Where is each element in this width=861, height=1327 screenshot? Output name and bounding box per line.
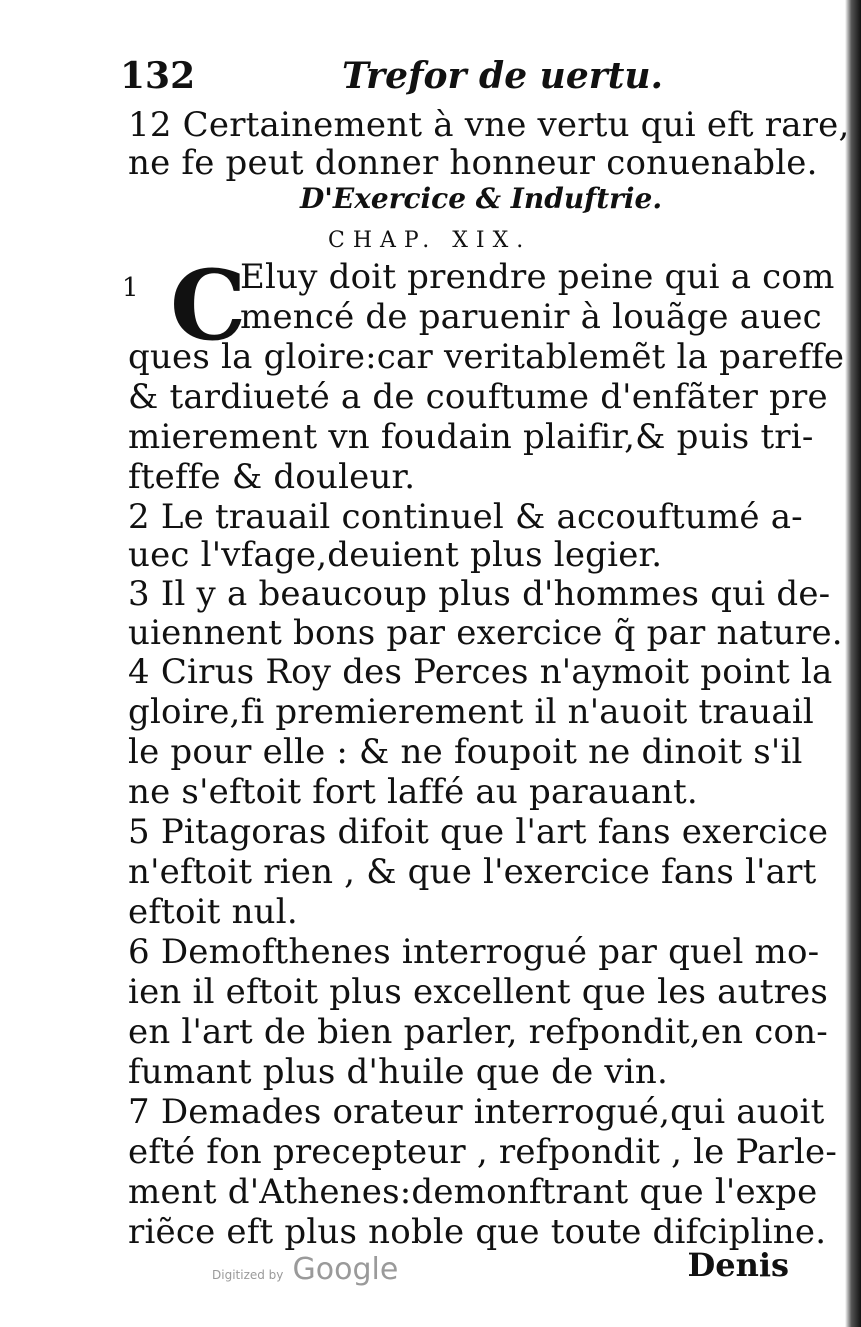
google-watermark bbox=[212, 1252, 398, 1287]
prev-line-2: ne fe peut donner honneur conuenable. bbox=[128, 143, 818, 183]
body-line-12: 6 Demofthenes interrogué par quel mo- bbox=[128, 932, 820, 972]
body-line-13: ien il eftoit plus excellent que les autres bbox=[128, 972, 829, 1012]
body-line-11: eftoit nul. bbox=[128, 892, 298, 932]
body-line-7: le pour elle : & ne foupoit ne dinoit s'il bbox=[128, 732, 803, 772]
para1-line-5: mierement vn foudain plaifir,& puis tri- bbox=[128, 417, 814, 457]
body-line-18: ment d'Athenes:demonftrant que l'expe bbox=[128, 1172, 818, 1212]
body-line-2: uec l'vfage,deuient plus legier. bbox=[128, 535, 663, 575]
body-line-5: 4 Cirus Roy des Perces n'aymoit point la bbox=[128, 652, 833, 692]
page-header bbox=[120, 55, 680, 105]
body-line-14: en l'art de bien parler, refpondit,en con- bbox=[128, 1012, 828, 1052]
para1-line-2: mencé de paruenir à louãge auec bbox=[240, 297, 822, 337]
para1-line-6: fteffe & douleur. bbox=[128, 457, 416, 497]
drop-cap: C bbox=[170, 249, 247, 362]
page-number: 132 bbox=[120, 55, 196, 97]
chapter-label: CHAP. XIX. bbox=[328, 228, 532, 253]
body-line-15: fumant plus d'huile que de vin. bbox=[128, 1052, 669, 1092]
body-line-8: ne s'eftoit fort laffé au parauant. bbox=[128, 772, 698, 812]
body-line-3: 3 Il y a beaucoup plus d'hommes qui de- bbox=[128, 574, 831, 614]
body-line-9: 5 Pitagoras difoit que l'art fans exercice bbox=[128, 812, 829, 852]
chapter-title: D'Exercice & Induftrie. bbox=[300, 182, 663, 215]
running-title: Trefor de uertu. bbox=[342, 55, 664, 97]
para1-line-4: & tardiueté a de couftume d'enfãter pre bbox=[128, 377, 828, 417]
body-line-6: gloire,fi premierement il n'auoit trauail bbox=[128, 692, 814, 732]
body-line-16: 7 Demades orateur interrogué,qui auoit bbox=[128, 1092, 825, 1132]
body-line-19: riẽce eft plus noble que toute difcipline. bbox=[128, 1212, 827, 1252]
body-line-4: uiennent bons par exercice q̃ par nature. bbox=[128, 613, 843, 653]
para1-line-1: Eluy doit prendre peine qui a com bbox=[240, 257, 835, 297]
prev-line-1: 12 Certainement à vne vertu qui eft rare, bbox=[128, 105, 850, 145]
watermark-small-text: Digitized by bbox=[212, 1268, 284, 1282]
body-line-1: 2 Le trauail continuel & accouftumé a- bbox=[128, 497, 803, 537]
page-edge-shadow bbox=[845, 0, 861, 1327]
watermark-logo-text: Google bbox=[292, 1252, 399, 1287]
catchword: Denis bbox=[687, 1246, 789, 1284]
para1-line-3: ques la gloire:car veritablemẽt la pareffe bbox=[128, 337, 845, 377]
body-line-10: n'eftoit rien , & que l'exercice fans l'art bbox=[128, 852, 817, 892]
paragraph-number: 1 bbox=[122, 273, 139, 303]
body-line-17: efté fon precepteur , refpondit , le Parle- bbox=[128, 1132, 838, 1172]
